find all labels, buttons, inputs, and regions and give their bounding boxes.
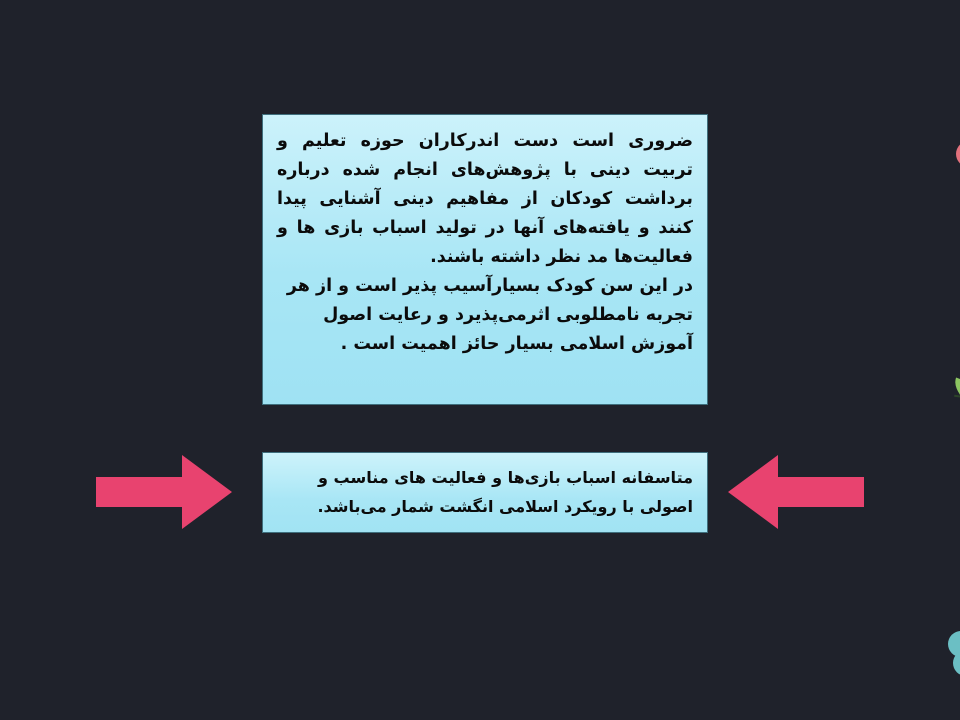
secondary-text-box[interactable] bbox=[262, 452, 708, 533]
left-pointing-arrow-icon bbox=[728, 455, 864, 529]
main-paragraph-1: ضروری است دست اندرکاران حوزه تعلیم و تربیت دینی با پژوهش‌های انجام شده درباره برداشت کودکان از مفاهیم دینی آشنایی پیدا کنند و یافته‌های آنها در تولید اسباب بازی ها و فعالیت‌ها مد نظر داشته باشند. bbox=[277, 131, 693, 267]
arrow-head bbox=[728, 455, 778, 529]
arrow-shaft bbox=[96, 477, 182, 507]
main-paragraph-2: در این سن کودک بسیارآسیب پذیر است و از هر تجربه نامطلوبی اثرمی‌پذیرد و رعایت اصول آموزش اسلامی بسیار حائز اهمیت است . bbox=[286, 276, 693, 354]
main-text-box[interactable] bbox=[262, 114, 708, 405]
arrow-head bbox=[182, 455, 232, 529]
flower-icon bbox=[946, 620, 960, 680]
flower-icon bbox=[954, 130, 960, 190]
secondary-paragraph-1: متاسفانه اسباب بازی‌ها و فعالیت های مناسب و اصولی با رویکرد اسلامی انگشت شمار می‌باشد. bbox=[317, 468, 693, 516]
leaf-icon bbox=[947, 378, 960, 421]
arrow-shaft bbox=[778, 477, 864, 507]
right-pointing-arrow-icon bbox=[96, 455, 232, 529]
